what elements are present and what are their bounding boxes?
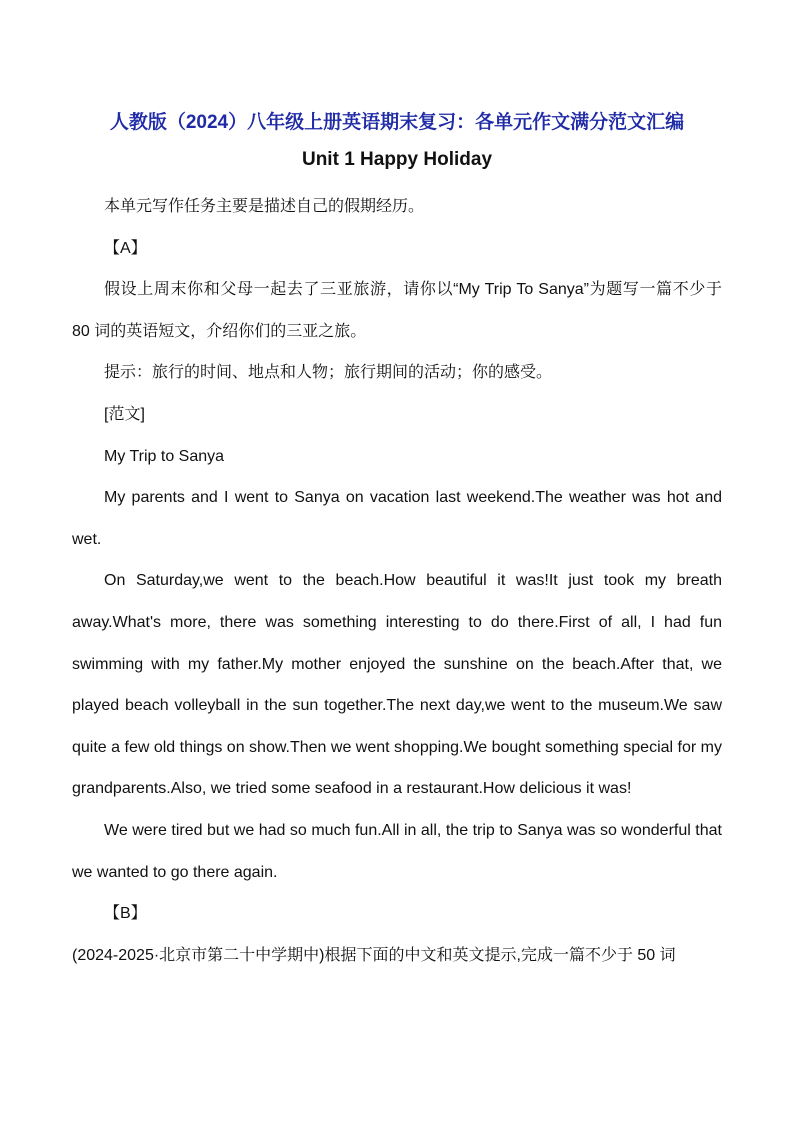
section-a-hint: 提示：旅行的时间、地点和人物；旅行期间的活动；你的感受。 [104,364,553,382]
section-b-label: 【B】 [104,905,147,923]
essay-paragraph: My parents and I went to Sanya on vacation last weekend.The weather was hot and wet. [72,489,722,548]
essay-paragraph: On Saturday,we went to the beach.How beautiful it was!It just took my breath away.What's more, there was something interesting to do there.First of all, I had fun swimming with my father.My mother enjoyed the sunshine on the beach.After that, we played beach volleyball in the sun together.The next day,we went to the museum.We saw quite a few old things on show.Then we went shopping.We bought something special for my grandparents.Also, we tried some seafood in a restaurant.How delicious it was! [72,572,722,798]
essay-title: My Trip to Sanya [104,447,225,465]
section-a-label: 【A】 [104,239,147,257]
unit-title: Unit 1 Happy Holiday [301,149,493,170]
document-title: 人教版（2024）八年级上册英语期末复习：各单元作文满分范文汇编 [109,112,685,133]
essay-paragraph: We were tired but we had so much fun.All in all, the trip to Sanya was so wonderful that we wanted to go there again. [72,821,722,881]
section-b-task: (2024-2025·北京市第二十中学期中)根据下面的中文和英文提示,完成一篇不少于 50 词 [72,946,676,964]
unit-intro: 本单元写作任务主要是描述自己的假期经历。 [104,198,425,215]
sample-label: [范文] [104,405,145,423]
section-a-task: 假设上周末你和父母一起去了三亚旅游，请你以“My Trip To Sanya”为题写一篇不少于 80 词的英语短文，介绍你们的三亚之旅。 [72,281,722,340]
document-body [72,186,722,976]
